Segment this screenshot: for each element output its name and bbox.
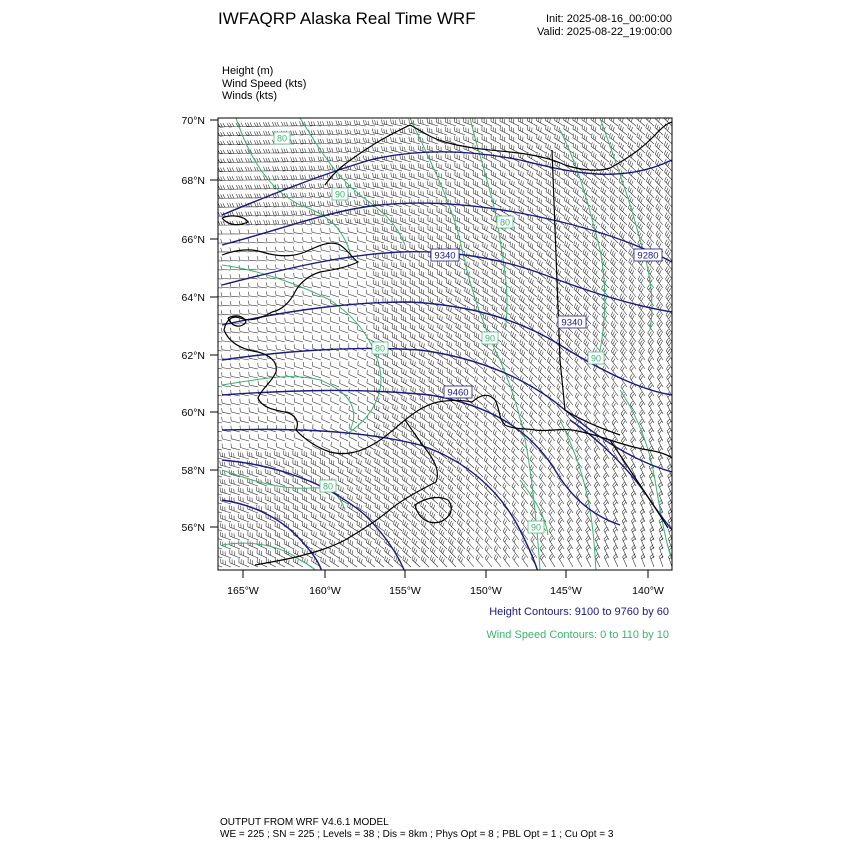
lat-tick-label: 60°N	[181, 407, 205, 419]
lat-tick-label: 62°N	[181, 350, 205, 362]
lat-tick-label: 66°N	[181, 234, 205, 246]
lat-tick-label: 64°N	[181, 292, 205, 304]
valid-time: Valid: 2025-08-22_19:00:00	[537, 26, 672, 38]
coastline	[222, 243, 358, 312]
coastline	[405, 395, 535, 430]
model-config: WE = 225 ; SN = 225 ; Levels = 38 ; Dis = 8km ; Phys Opt = 8 ; PBL Opt = 1 ; Cu Opt = 3	[220, 829, 614, 840]
lon-tick-label: 150°W	[470, 585, 502, 597]
coastline	[415, 498, 451, 523]
wind-contour-info: Wind Speed Contours: 0 to 110 by 10	[486, 629, 669, 641]
lat-tick-label: 68°N	[181, 175, 205, 187]
lat-tick-label: 56°N	[181, 522, 205, 534]
wind-contour-line	[620, 390, 672, 560]
wind-contour-label: 90	[484, 333, 496, 344]
field-wind-speed: Wind Speed (kts)	[222, 77, 307, 90]
init-time: Init: 2025-08-16_00:00:00	[546, 13, 672, 25]
height-contour-info: Height Contours: 9100 to 9760 by 60	[489, 606, 669, 618]
wind-contour-label: 80	[499, 217, 511, 228]
wind-contour-label: 90	[590, 353, 602, 364]
field-winds: Winds (kts)	[222, 90, 277, 102]
coastline	[222, 216, 248, 225]
chart-title: IWFAQRP Alaska Real Time WRF	[218, 9, 476, 28]
wind-contour-line	[222, 265, 381, 435]
wind-contour-line	[300, 118, 405, 245]
wind-contour-label: 80	[322, 481, 334, 492]
model-version: OUTPUT FROM WRF V4.6.1 MODEL	[220, 817, 389, 828]
lon-tick-label: 165°W	[227, 585, 259, 597]
height-contour-label: 9340	[561, 317, 583, 329]
wind-contour-label: 80	[276, 133, 288, 144]
wind-contour-label: 90	[530, 522, 542, 533]
lat-tick-label: 58°N	[181, 465, 205, 477]
lon-tick-label: 160°W	[309, 585, 341, 597]
coastline	[552, 150, 620, 435]
model-info	[220, 817, 613, 841]
lat-tick-label: 70°N	[181, 115, 205, 127]
field-height: Height (m)	[222, 65, 274, 77]
wind-contour-label: 90	[334, 189, 346, 200]
height-contour-label: 9460	[447, 387, 469, 399]
wind-contour-label: 80	[374, 343, 386, 354]
height-contour-label: 9340	[434, 250, 456, 262]
lon-tick-label: 145°W	[550, 585, 582, 597]
wind-contour-line	[560, 420, 596, 570]
height-contour-line	[570, 420, 672, 530]
height-contour-line	[222, 348, 672, 472]
lon-tick-label: 155°W	[389, 585, 421, 597]
height-contour-label: 9280	[637, 250, 659, 262]
wind-barbs	[209, 114, 673, 567]
lon-tick-label: 140°W	[632, 585, 664, 597]
height-contour-line	[222, 152, 672, 215]
